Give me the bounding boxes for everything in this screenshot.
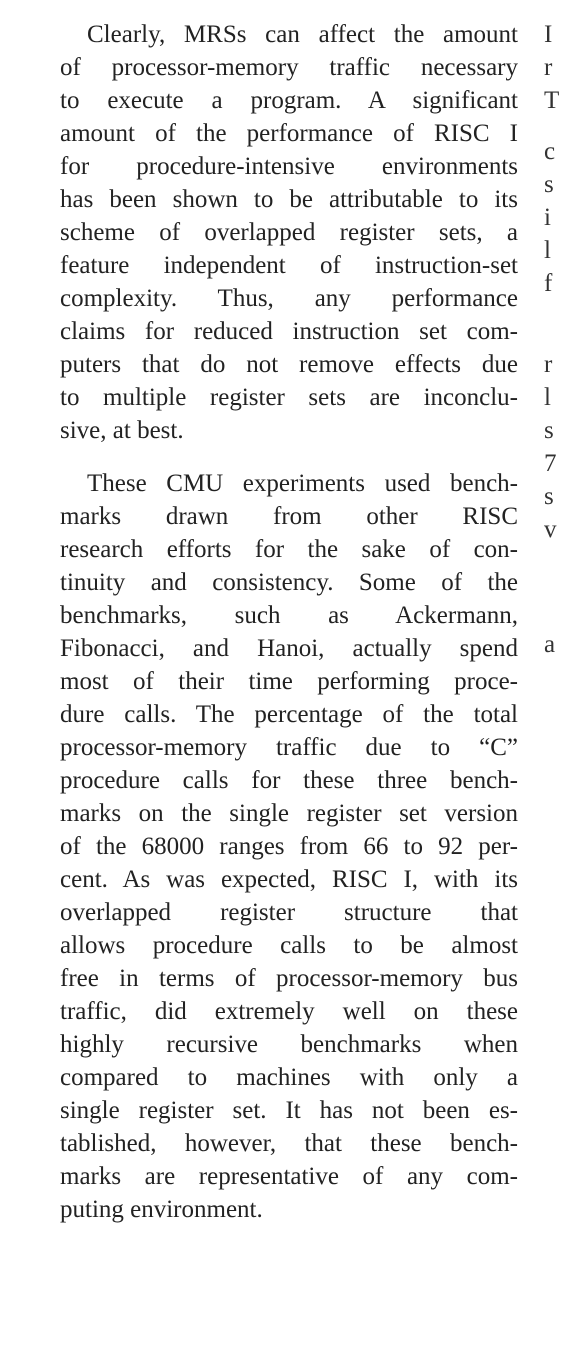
right-column-fragment: s [544, 171, 554, 198]
right-column-fragment: 7 [544, 450, 557, 477]
right-column-fragment: s [544, 417, 554, 444]
right-column-fragment: c [544, 138, 556, 165]
text-line: puting environment. [60, 1196, 263, 1223]
text-line: allows procedure calls to be almost [60, 932, 518, 959]
text-line: free in terms of processor-memory bus [60, 965, 518, 992]
text-line: Fibonacci, and Hanoi, actually spend [60, 635, 518, 662]
text-line: puters that do not remove effects due [60, 351, 518, 378]
text-line: Clearly, MRSs can affect the amount [87, 21, 518, 48]
text-line: to execute a program. A significant [60, 87, 518, 114]
right-column-fragment: s [544, 483, 554, 510]
right-column-fragment: f [544, 270, 553, 297]
text-line: highly recursive benchmarks when [60, 1031, 518, 1058]
text-line: single register set. It has not been es- [60, 1097, 518, 1124]
text-line: compared to machines with only a [60, 1064, 518, 1091]
text-line: claims for reduced instruction set com- [60, 318, 518, 345]
text-line: feature independent of instruction-set [60, 252, 518, 279]
left-text-column [60, 18, 518, 1226]
text-line: amount of the performance of RISC I [60, 120, 518, 147]
text-line: research efforts for the sake of con- [60, 536, 518, 563]
text-line: benchmarks, such as Ackermann, [60, 602, 518, 629]
paragraph-2 [60, 467, 518, 1226]
text-line: dure calls. The percentage of the total [60, 701, 518, 728]
paragraph-spacer [60, 447, 518, 467]
text-line: marks drawn from other RISC [60, 503, 518, 530]
text-line: scheme of overlapped register sets, a [60, 219, 518, 246]
text-line: of the 68000 ranges from 66 to 92 per- [60, 833, 518, 860]
right-column-fragment: l [544, 237, 551, 264]
paragraph-1 [60, 18, 518, 447]
text-line: for procedure-intensive environments [60, 153, 518, 180]
text-line: to multiple register sets are inconclu- [60, 384, 518, 411]
text-line: tinuity and consistency. Some of the [60, 569, 518, 596]
right-column-fragment: i [544, 204, 551, 231]
text-line: most of their time performing proce- [60, 668, 518, 695]
text-line: marks are representative of any com- [60, 1163, 518, 1190]
right-column-fragment: r [544, 351, 553, 378]
right-column-fragment: v [544, 516, 557, 543]
text-line: complexity. Thus, any performance [60, 285, 518, 312]
text-line: of processor-memory traffic necessary [60, 54, 518, 81]
right-column-fragment: a [544, 631, 556, 658]
text-line: procedure calls for these three bench- [60, 767, 518, 794]
right-column-fragment: l [544, 384, 551, 411]
right-column-fragment: T [544, 87, 560, 114]
text-line: marks on the single register set version [60, 800, 518, 827]
text-line: processor-memory traffic due to “C” [60, 734, 518, 761]
text-line: traffic, did extremely well on these [60, 998, 518, 1025]
right-column-fragment: r [544, 54, 553, 81]
text-line: has been shown to be attributable to its [60, 186, 518, 213]
right-column-fragment: I [544, 21, 553, 48]
text-line: tablished, however, that these bench- [60, 1130, 518, 1157]
text-line: sive, at best. [60, 417, 184, 444]
text-line: overlapped register structure that [60, 899, 518, 926]
text-line: cent. As was expected, RISC I, with its [60, 866, 518, 893]
text-line: These CMU experiments used bench- [87, 470, 518, 497]
